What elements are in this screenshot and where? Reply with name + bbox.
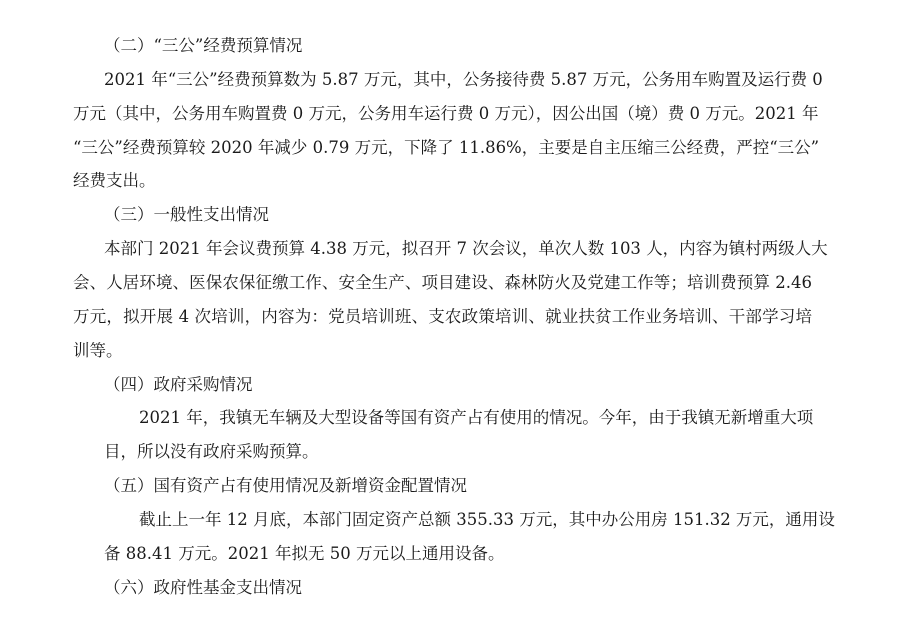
section-4-line-2: 目，所以没有政府采购预算。 <box>104 442 319 461</box>
section-2-line-1: 2021 年“三公”经费预算数为 5.87 万元，其中，公务接待费 5.87 万元，公务用车购置及运行费 0 <box>104 70 823 89</box>
section-2-line-3: “三公”经费预算较 2020 年减少 0.79 万元，下降了 11.86%，主要是自主压缩三公经费，严控“三公” <box>73 138 820 157</box>
section-5-line-1: 截止上一年 12 月底，本部门固定资产总额 355.33 万元，其中办公用房 151.32 万元，通用设 <box>139 510 835 529</box>
section-heading-5: （五）国有资产占有使用情况及新增资金配置情况 <box>104 476 467 495</box>
section-3-line-3: 万元，拟开展 4 次培训，内容为：党员培训班、支农政策培训、就业扶贫工作业务培训、干部学习培 <box>73 307 812 326</box>
section-heading-6: （六）政府性基金支出情况 <box>104 578 302 597</box>
section-heading-3: （三）一般性支出情况 <box>104 205 269 224</box>
section-heading-4: （四）政府采购情况 <box>104 375 253 394</box>
section-4-line-1: 2021 年，我镇无车辆及大型设备等国有资产占有使用的情况。今年，由于我镇无新增重大项 <box>139 408 814 427</box>
section-5-line-2: 备 88.41 万元。2021 年拟无 50 万元以上通用设备。 <box>104 544 505 563</box>
section-3-line-2: 会、人居环境、医保农保征缴工作、安全生产、项目建设、森林防火及党建工作等；培训费预算 2.46 <box>73 273 812 292</box>
section-3-line-1: 本部门 2021 年会议费预算 4.38 万元，拟召开 7 次会议，单次人数 103 人，内容为镇村两级人大 <box>104 239 828 258</box>
section-2-line-4: 经费支出。 <box>73 171 156 190</box>
section-2-line-2: 万元（其中，公务用车购置费 0 万元，公务用车运行费 0 万元），因公出国（境）费 0 万元。2021 年 <box>73 104 819 123</box>
section-heading-2: （二）“三公”经费预算情况 <box>104 36 303 55</box>
section-3-line-4: 训等。 <box>73 341 123 360</box>
